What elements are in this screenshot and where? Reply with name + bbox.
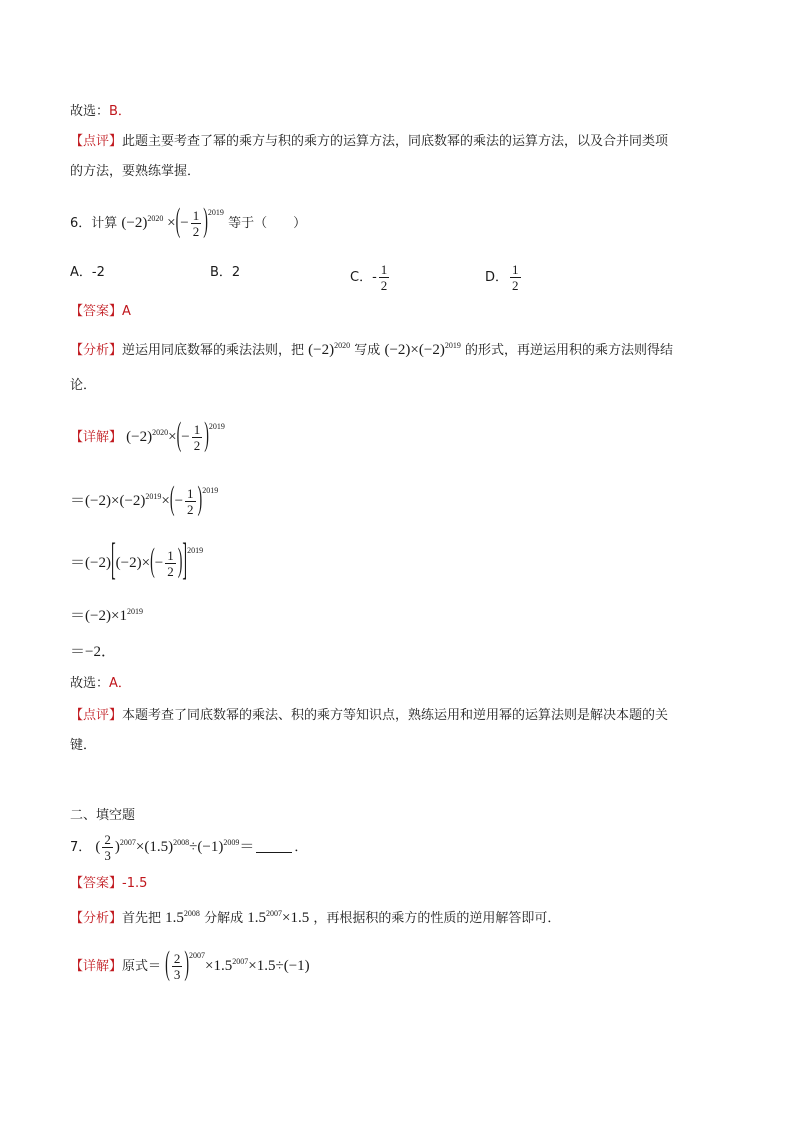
q6-analysis-line1: 【分析】逆运用同底数幂的乘法法则，把 $(-2)^{2020}$ 写成 $(-2)\times(-2)^{2019}$ 的形式，再逆运用积的乘方法则得结 bbox=[70, 341, 673, 358]
q7-answer: 【答案】-1.5 bbox=[70, 876, 148, 891]
answer-blank bbox=[256, 838, 292, 853]
option-d: D． $\frac{1}{2}$ bbox=[485, 262, 519, 293]
q6-options bbox=[70, 262, 570, 292]
answer-value: A bbox=[122, 304, 131, 319]
fraction: $\frac{1}{2}$ bbox=[192, 208, 200, 240]
prev-comment-line2: 的方法，要熟练掌握． bbox=[70, 164, 201, 179]
q6-analysis-line2: 论． bbox=[70, 378, 97, 393]
option-b: B．2 bbox=[210, 265, 241, 280]
option-a: A．-2 bbox=[70, 265, 105, 280]
prev-comment-line1: 【点评】此题主要考查了幂的乘方与积的乘方的运算方法，同底数幂的乘法的运算方法，以及合并同类项 bbox=[70, 134, 669, 149]
q6-choice: 故选：A． bbox=[70, 676, 131, 691]
q6-detail-step1: 【详解】 $(-2)^{2020}\times(-$ $\frac{1}{2}$ )$^{2019}$ bbox=[70, 418, 225, 455]
q6-answer: 【答案】A bbox=[70, 304, 131, 319]
option-c: C．- $\frac{1}{2}$ bbox=[350, 262, 388, 293]
q6-comment-line2: 键． bbox=[70, 738, 97, 753]
q6-detail-step3: ＝(−2)[(−2)×(− $\frac{1}{2}$ )]$^{2019}$ bbox=[70, 537, 204, 586]
q7-analysis: 【分析】首先把 $1.5^{2008}$ 分解成 $1.5^{2007}\times 1.5$ ，再根据积的乘方的性质的逆用解答即可． bbox=[70, 909, 561, 926]
answer-value: -1.5 bbox=[122, 876, 148, 891]
prev-choice: 故选：B． bbox=[70, 104, 131, 119]
q6-detail-final: ＝−2． bbox=[70, 644, 116, 660]
prev-choice-answer: B． bbox=[109, 104, 131, 119]
section-title: 二、填空题 bbox=[70, 808, 136, 823]
q6-comment-line1: 【点评】本题考查了同底数幂的乘法、积的乘方等知识点，熟练运用和逆用幂的运算法则是解决本题的关 bbox=[70, 708, 669, 723]
question-7: 7． ( $\frac{2}{3}$ )$^{2007}\times(1.5)^{2008}\div(-1)^{2009}=$ ． bbox=[70, 832, 308, 864]
q7-detail: 【详解】原式＝ ( $\frac{2}{3}$ )$^{2007}\times 1.5^{2007}\times 1.5\div(-1)$ bbox=[70, 947, 310, 984]
q6-detail-step4: $=(-2)\times 1^{2019}$ bbox=[70, 607, 143, 624]
q6-detail-step2: $=(-2)\times(-2)^{2019}\times(-$ $\frac{1}{2}$ )$^{2019}$ bbox=[70, 482, 219, 519]
question-6: 6．计算 $(-2)^{2020}$ ×(− $\frac{1}{2}$ )$^{2019}$ 等于（ ） bbox=[70, 204, 307, 241]
comment-tag: 【点评】 bbox=[70, 134, 123, 149]
q6-expression: $(-2)^{2020}$ ×(− $\frac{1}{2}$ )$^{2019}$ bbox=[121, 204, 224, 241]
